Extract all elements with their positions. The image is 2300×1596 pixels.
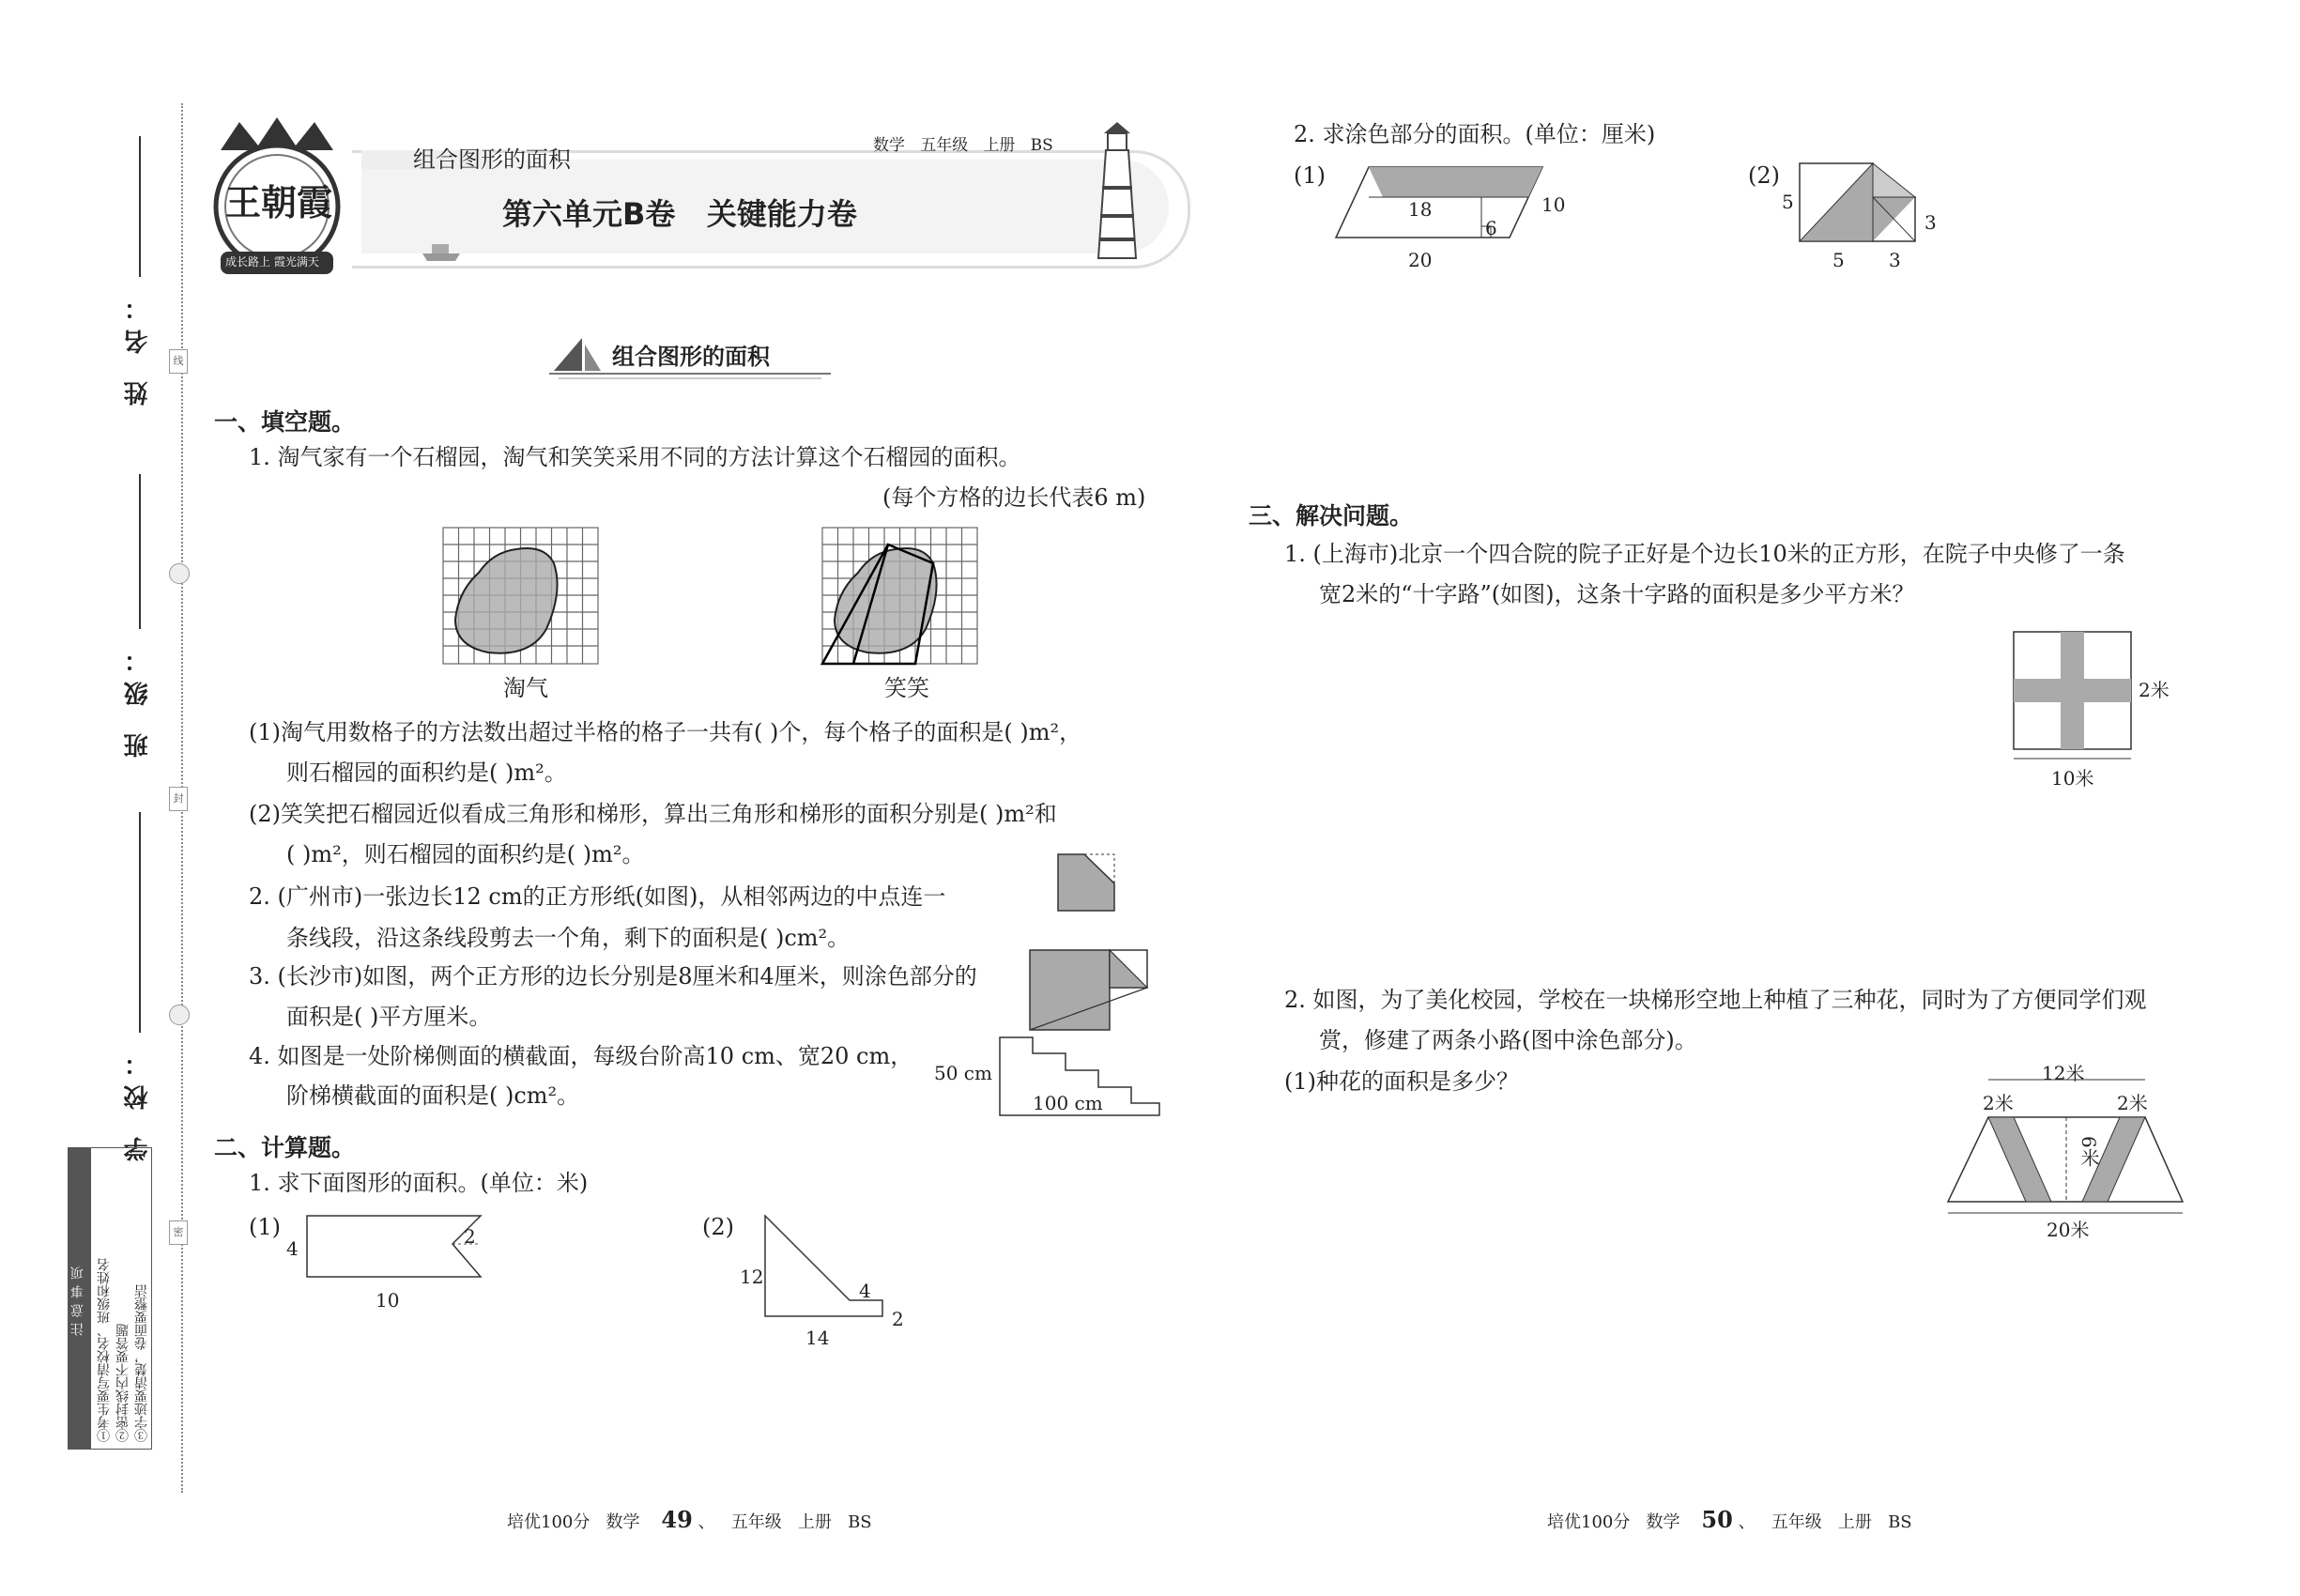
grid-figure-taoqi	[441, 526, 601, 667]
lighthouse-icon	[1080, 122, 1155, 263]
square-cut-figure	[1056, 852, 1117, 913]
question-1-part2-line2: ( )m²，则石榴园的面积约是( )m²。	[286, 841, 645, 867]
trapezoid-top: 12米	[2042, 1062, 2085, 1084]
calc-2-right: 2	[892, 1308, 904, 1330]
staircase-height: 50 cm	[934, 1062, 992, 1084]
calc-2-1-base: 20	[1408, 249, 1433, 271]
question-2-line1: 2. (广州市)一张边长12 cm的正方形纸(如图)，从相邻两边的中点连一	[249, 883, 946, 910]
footer-sep: 、	[698, 1512, 715, 1532]
notes-title: 注意事项	[69, 1148, 91, 1449]
section-calculation: 二、计算题。	[214, 1134, 356, 1161]
note-2: ②密封线内不要答题	[115, 1324, 130, 1442]
topic: 组合图形的面积	[413, 146, 571, 173]
triangle-step-figure	[760, 1211, 892, 1319]
question-4-line2: 阶梯横截面的面积是( )cm²。	[286, 1082, 580, 1109]
footer-edition: BS	[848, 1512, 872, 1532]
header-meta	[873, 131, 1053, 155]
problem-2-part1: (1)种花的面积是多少？	[1284, 1068, 1519, 1095]
footer-grade: 五年级	[730, 1512, 782, 1532]
figure-label-xiaoxiao: 笑笑	[884, 675, 929, 701]
staircase-width: 100 cm	[1033, 1092, 1103, 1114]
page-title: 第六单元B卷 关键能力卷	[502, 196, 857, 232]
footer-edition: BS	[1888, 1512, 1912, 1532]
trapezoid-left-road: 2米	[1983, 1092, 2014, 1114]
rectangle-notch-figure	[302, 1211, 490, 1281]
page-number: 50	[1701, 1506, 1733, 1533]
calc-2-1-height: 10	[1541, 193, 1566, 216]
calc-2-label: (2)	[702, 1214, 734, 1240]
problem-2-line2: 赏，修建了两条小路(图中涂色部分)。	[1319, 1027, 1697, 1053]
calc-1-width: 10	[376, 1289, 400, 1312]
calc-2-1-inner: 18	[1408, 198, 1433, 221]
name-label: 姓 名：	[124, 286, 152, 407]
meta-volume: 上册	[983, 136, 1016, 155]
meta-grade: 五年级	[920, 136, 969, 155]
cross-road-width: 2米	[2139, 679, 2170, 701]
calc-1-label: (1)	[249, 1214, 281, 1240]
subtitle: 组合图形的面积	[612, 344, 770, 370]
footer-subject: 数学	[1646, 1512, 1680, 1532]
trapezoid-base: 20米	[2047, 1219, 2090, 1241]
question-1-part1-line2: 则石榴园的面积约是( )m²。	[286, 760, 567, 786]
fold-mark-seal: 封	[169, 787, 188, 811]
footer-grade: 五年级	[1771, 1512, 1822, 1532]
calc-2-2-label: (2)	[1748, 162, 1780, 189]
calc-2-base: 14	[805, 1327, 830, 1349]
calc-2-2-right: 3	[1924, 211, 1937, 234]
calc-2-2-left: 5	[1782, 191, 1794, 213]
page-number: 49	[661, 1506, 693, 1533]
figure-label-taoqi: 淘气	[503, 675, 548, 701]
name-blank[interactable]	[139, 136, 141, 277]
notes-box	[68, 1147, 152, 1450]
cross-road-figure	[2009, 627, 2140, 768]
footer-volume: 上册	[797, 1512, 832, 1532]
calc-2-2-base1: 5	[1832, 249, 1845, 271]
footer-volume: 上册	[1837, 1512, 1872, 1532]
fold-mark-secret: 密	[169, 1220, 188, 1245]
scissors-icon	[169, 1005, 190, 1025]
section-fill-blank: 一、填空题。	[214, 408, 356, 436]
squares-triangle-figure	[1798, 161, 1920, 246]
parallelogram-figure	[1331, 164, 1547, 244]
calc-2-1-side: 6	[1485, 217, 1497, 239]
footer-series: 培优100分	[1547, 1512, 1631, 1532]
ship-icon	[418, 235, 465, 263]
question-4-line1: 4. 如图是一处阶梯侧面的横截面，每级台阶高10 cm、宽20 cm，	[249, 1043, 913, 1069]
question-3-line1: 3. (长沙市)如图，两个正方形的边长分别是8厘米和4厘米，则涂色部分的	[249, 963, 977, 990]
note-1: ①考生要写清校名、班级和姓名	[97, 1258, 112, 1442]
question-1-part2-line1: (2)笑笑把石榴园近似看成三角形和梯形，算出三角形和梯形的面积分别是( )m²和	[249, 801, 1057, 827]
footer-series: 培优100分	[507, 1512, 590, 1532]
question-3-line2: 面积是( )平方厘米。	[286, 1004, 492, 1030]
section-problems: 三、解决问题。	[1249, 502, 1414, 529]
calc-2-step: 4	[859, 1280, 871, 1302]
problem-1-line1: 1. (上海市)北京一个四合院的院子正好是个边长10米的正方形，在院子中央修了一条	[1284, 541, 2125, 567]
logo-slogan: 成长路上 霞光满天	[225, 255, 319, 269]
calc-2-2-base2: 3	[1889, 249, 1901, 271]
problem-1-line2: 宽2米的“十字路”(如图)，这条十字路的面积是多少平方米？	[1319, 581, 1915, 607]
school-label: 学 校：	[124, 1042, 152, 1162]
footer-left	[507, 1506, 872, 1533]
meta-edition: BS	[1030, 136, 1053, 155]
calc-2-height: 12	[740, 1266, 764, 1288]
calc-question-1: 1. 求下面图形的面积。(单位：米)	[249, 1170, 589, 1196]
school-blank[interactable]	[139, 812, 141, 1033]
fold-mark-line: 线	[169, 349, 188, 374]
footer-right	[1547, 1506, 1912, 1533]
note-3: ③字迹要清楚，卷面要整洁	[134, 1284, 149, 1442]
logo-text: 王朝霞	[225, 181, 333, 223]
calc-2-1-label: (1)	[1294, 162, 1326, 189]
question-2-line2: 条线段，沿这条线段剪去一个角，剩下的面积是( )cm²。	[286, 925, 851, 951]
question-1-part1-line1: (1)淘气用数格子的方法数出超过半格的格子一共有( )个，每个格子的面积是( )m²，	[249, 719, 1082, 745]
calc-question-2: 2. 求涂色部分的面积。(单位：厘米)	[1294, 121, 1656, 147]
scissors-icon	[169, 563, 190, 584]
problem-2-line1: 2. 如图，为了美化校园，学校在一块梯形空地上种植了三种花，同时为了方便同学们观	[1284, 987, 2147, 1013]
meta-subject: 数学	[873, 136, 905, 155]
question-1: 1. 淘气家有一个石榴园，淘气和笑笑采用不同的方法计算这个石榴园的面积。	[249, 444, 1021, 470]
calc-1-height: 4	[286, 1237, 299, 1260]
class-blank[interactable]	[139, 474, 141, 629]
class-label: 班 级：	[124, 638, 152, 759]
footer-subject: 数学	[606, 1512, 640, 1532]
question-1-note: (每个方格的边长代表6 m)	[882, 484, 1146, 511]
grid-figure-xiaoxiao	[820, 526, 980, 667]
cross-road-side: 10米	[2051, 767, 2094, 790]
footer-sep: 、	[1738, 1512, 1756, 1532]
calc-1-notch: 2	[464, 1225, 476, 1248]
trapezoid-height: 6米	[2078, 1136, 2100, 1167]
two-squares-figure	[1028, 948, 1150, 1033]
trapezoid-right-road: 2米	[2117, 1092, 2148, 1114]
